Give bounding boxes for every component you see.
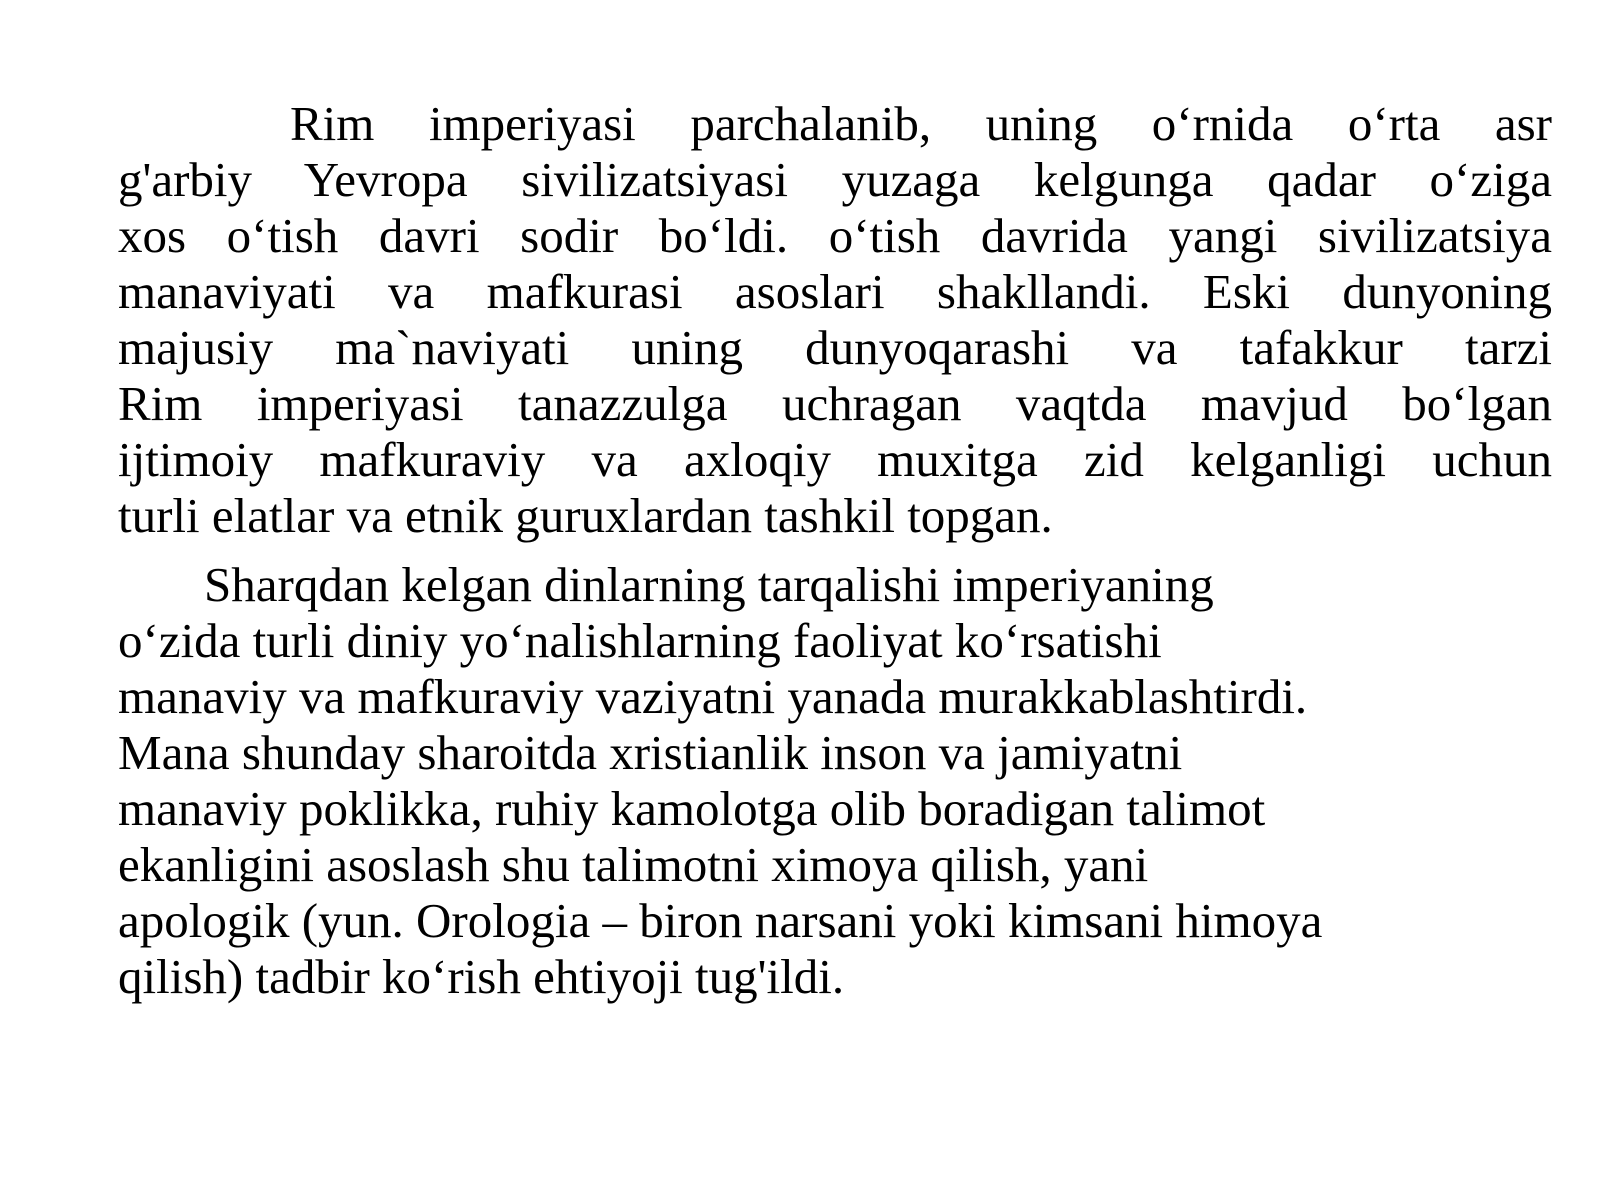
paragraph-2 [118,557,1552,1005]
paragraph-1-line-5: majusiy ma`naviyati uning dunyoqarashi va tafakkur tarzi [118,320,1552,375]
paragraph-1-line-6: Rim imperiyasi tanazzulga uchragan vaqtda mavjud bo‘lgan [118,376,1552,431]
paragraph-1-line-1-text: Rim imperiyasi parchalanib, uning o‘rnida o‘rta asr [290,96,1552,151]
paragraph-1-line-2: g'arbiy Yevropa sivilizatsiyasi yuzaga kelgunga qadar o‘ziga [118,152,1552,207]
paragraph-2-line-4: Mana shunday sharoitda xristianlik inson va jamiyatni [118,725,1183,780]
paragraph-1-line-3: xos o‘tish davri sodir bo‘ldi. o‘tish davrida yangi sivilizatsiya [118,208,1552,263]
paragraph-1-line-1 [118,96,1552,152]
paragraph-2-line-7: apologik (yun. Orologia – biron narsani yoki kimsani himoya [118,893,1323,948]
paragraph-1-line-7: ijtimoiy mafkuraviy va axloqiy muxitga zid kelganligi uchun [118,432,1552,487]
paragraph-2-line-1-text: Sharqdan kelgan dinlarning tarqalishi imperiyaning [204,557,1214,612]
paragraph-1-line-4: manaviyati va mafkurasi asoslari shakllandi. Eski dunyoning [118,264,1552,319]
paragraph-2-line-5: manaviy poklikka, ruhiy kamolotga olib boradigan talimot [118,781,1266,836]
paragraph-1-line-8: turli elatlar va etnik guruxlardan tashkil topgan. [118,488,1053,543]
paragraph-2-line-8: qilish) tadbir ko‘rish ehtiyoji tug'ildi. [118,949,845,1004]
paragraph-1 [118,96,1552,544]
paragraph-2-line-6: ekanligini asoslash shu talimotni ximoya qilish, yani [118,837,1149,892]
paragraph-2-line-1 [118,557,1552,613]
paragraph-2-line-3: manaviy va mafkuraviy vaziyatni yanada murakkablashtirdi. [118,669,1308,724]
paragraph-2-line-2: o‘zida turli diniy yo‘nalishlarning faoliyat ko‘rsatishi [118,613,1162,668]
